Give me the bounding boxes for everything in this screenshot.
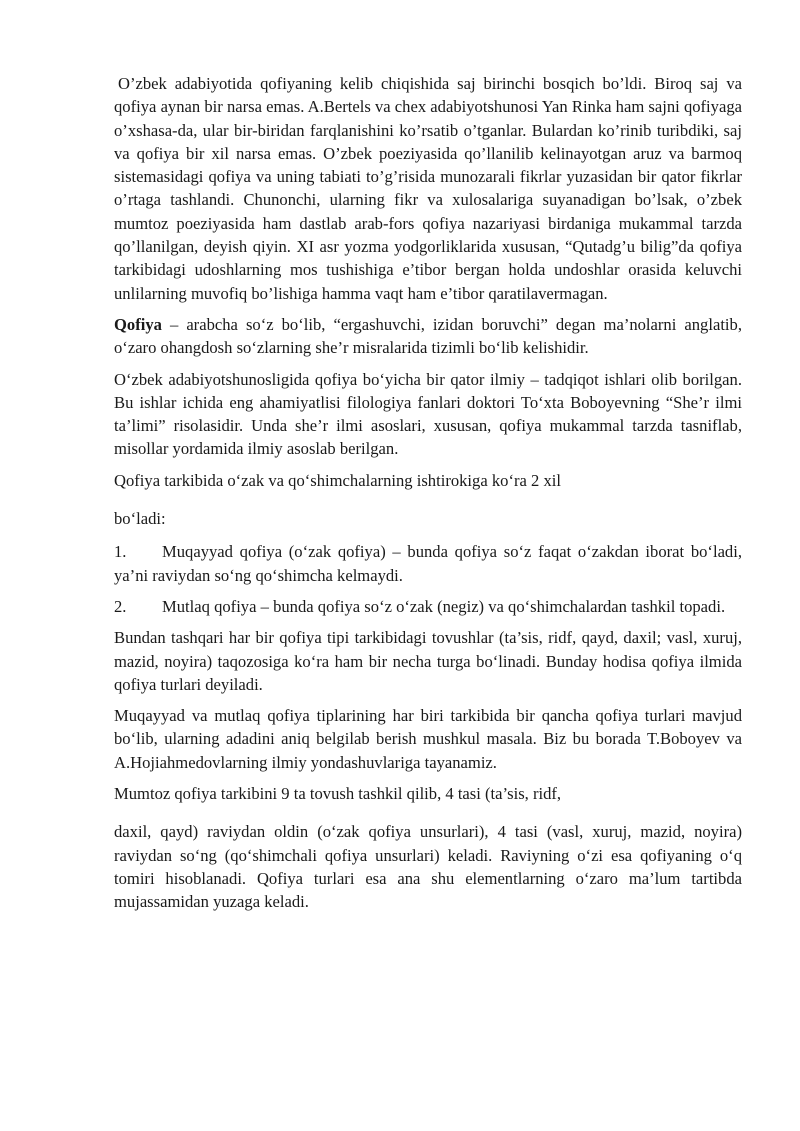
paragraph-saj-origin: O’zbek adabiyotida qofiyaning kelib chiqishida saj birinchi bosqich bo’ldi. Biroq saj va qofiya aynan bir narsa emas. A.Bertels va chex adabiyotshunosi Yan Rinka ham sajni qofiyaga o’xshasa-da, ular bir-biridan farqlanishini ko’rsatib o’tganlar. Bulardan ko’rinib turibdiki, saj va qofiya bir xil narsa emas. O’zbek poeziyasida qo’llanilib kelinayotgan aruz va barmoq sistemasidagi qofiya va uning tabiati to’g’risida munozarali fikrlar yuzasidan bir qator fikrlar o’rtaga tashlandi. Chunonchi, ularning fikr va xulosalariga suyanadigan bo’lsak, o’zbek mumtoz poeziyasida ham dastlab arab-fors qofiya nazariyasi birdaniga mukammal tarzda qo’llanilgan, deyish qiyin. XI asr yozma yodgorliklarida xususan, “Qutadg’u bilig”da qofiya tarkibidagi udoshlarning mos tushishiga e’tibor bergan holda undoshlar orasida keluvchi unlilarning muvofiq bo’lishiga hamma vaqt ham e’tibor qaratilavermagan. [114,74,742,303]
list-item [114,540,742,587]
list-item-number: 2. [114,596,127,616]
paragraph-boladi: bo‘ladi: [114,509,166,529]
list-item-text: Mutlaq qofiya – bunda qofiya so‘z o‘zak (negiz) va qo‘shimchalardan tashkil topadi. [162,596,726,616]
paragraph-nine-sounds: Mumtoz qofiya tarkibini 9 ta tovush tashkil qilib, 4 tasi (ta’sis, ridf, [114,784,562,804]
list-item-text: Muqayyad qofiya (o‘zak qofiya) – bunda qofiya so‘z faqat o‘zakdan iborat bo‘ladi, ya’ni raviydan so‘ng qo‘shimcha kelmaydi. [114,542,742,585]
paragraph-approach: Muqayyad va mutlaq qofiya tiplarining har biri tarkibida bir qancha qofiya turlari mavjud bo‘lib, ularning adadini aniq belgilab berish mushkul masala. Biz bu borada T.Boboyev va A.Hojiahmedovlarning ilmiy yondashuvlariga tayanamiz. [114,706,742,772]
paragraph-research: O‘zbek adabiyotshunosligida qofiya bo‘yicha bir qator ilmiy – tadqiqot ishlari olib borilgan. Bu ishlar ichida eng ahamiyatlisi filologiya fanlari doktori To‘xta Boboyevning “She’r ilmi ta’limi” risolasidir. Unda she’r ilmi asoslari, xususan, qofiya mukammal tarzda tasniflab, misollar yordamida ilmiy asoslab berilgan. [114,369,742,459]
document-page [114,72,742,922]
paragraph-qofiya-definition [114,313,742,360]
paragraph-sound-types: Bundan tashqari har bir qofiya tipi tarkibidagi tovushlar (ta’sis, ridf, qayd, daxil; vasl, xuruj, mazid, noyira) taqozosiga ko‘ra ham bir necha turga bo‘linadi. Bunday hodisa qofiya ilmida qofiya turlari deyiladi. [114,628,742,694]
list-item [114,595,742,618]
paragraph-classification-intro: Qofiya tarkibida o‘zak va qo‘shimchalarning ishtirokiga ko‘ra 2 xil [114,470,561,490]
list-item-number: 1. [114,542,127,562]
definition-text: – arabcha so‘z bo‘lib, “ergashuvchi, izidan boruvchi” degan ma’nolarni anglatib, o‘zaro ohangdosh so‘zlarning she’r misralarida tizimli bo‘lib kelishidir. [114,314,742,358]
paragraph-raviy: daxil, qayd) raviydan oldin (o‘zak qofiya unsurlari), 4 tasi (vasl, xuruj, mazid, noyira) raviydan so‘ng (qo‘shimchali qofiya unsurlari) keladi. Raviyning o‘zi esa qofiyaning o‘q tomiri hisoblanadi. Qofiya turlari esa ana shu elementlarning o‘zaro ma’lum tartibda mujassamidan yuzaga keladi. [114,822,742,912]
term-qofiya: Qofiya [114,314,162,334]
